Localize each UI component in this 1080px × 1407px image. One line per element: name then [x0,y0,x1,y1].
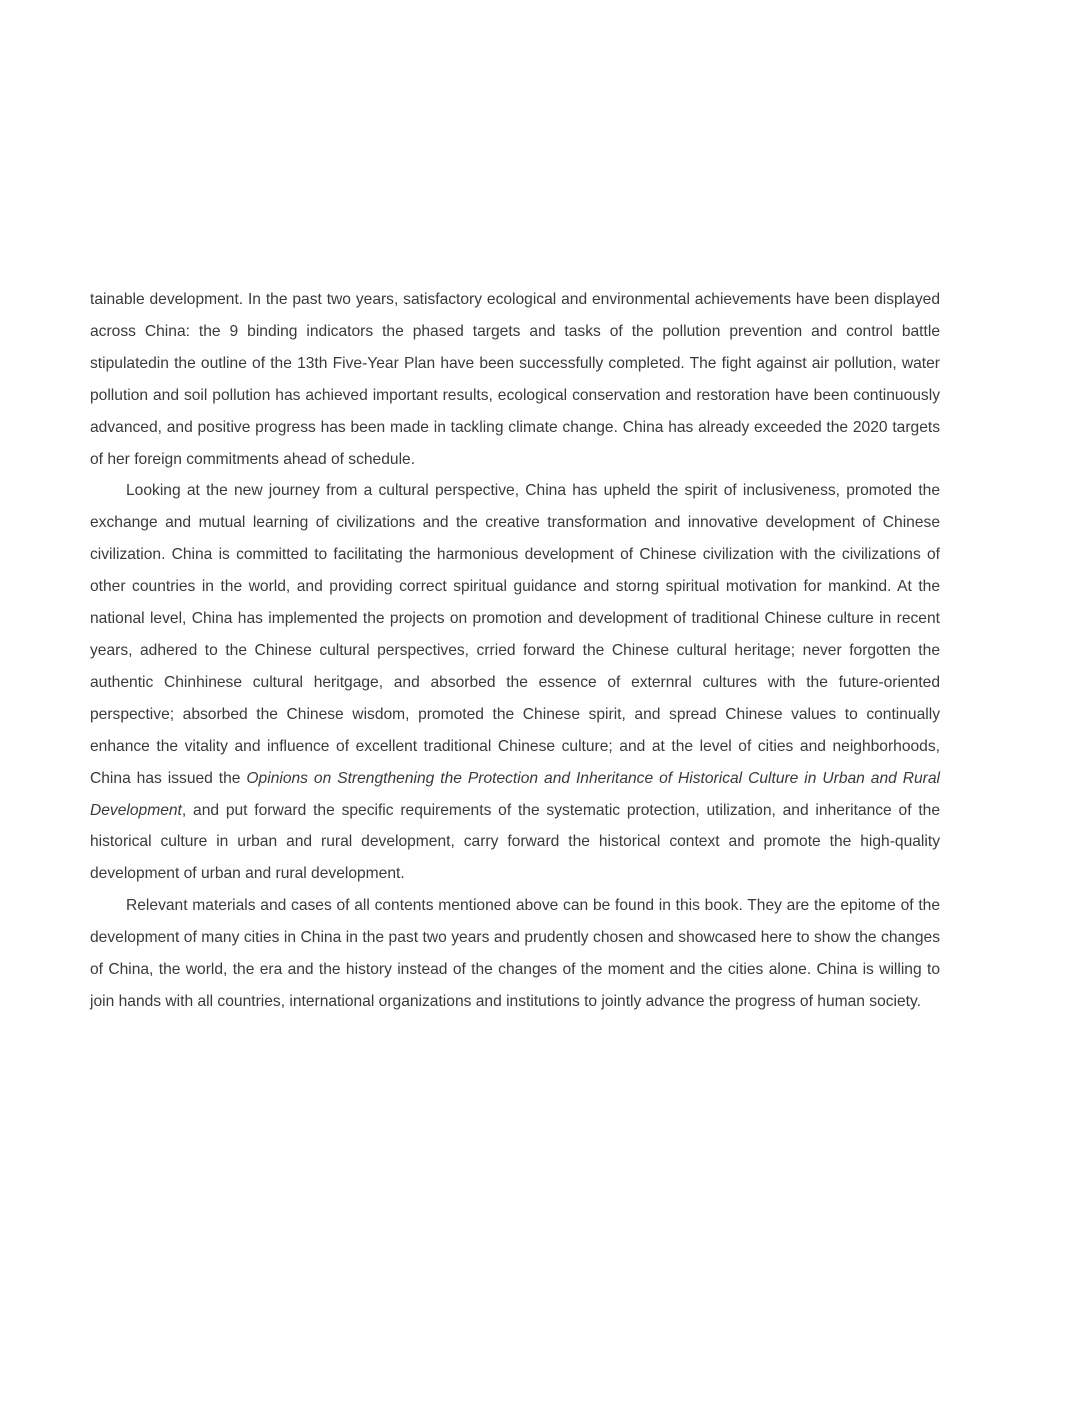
paragraph-cultural-text-start: Looking at the new journey from a cultural perspective, China has upheld the spirit of inclusiveness, promoted the exchange and mutual learning of civilizations and the creative transformation and innovative development of Chinese civilization. China is committed to facilitating the harmonious development of Chinese civilization with the civilizations of other countries in the world, and providing correct spiritual guidance and storng spiritual motivation for mankind. At the national level, China has implemented the projects on promotion and development of traditional Chinese culture in recent years, adhered to the Chinese cultural perspectives, crried forward the Chinese cultural heritage; never forgotten the authentic Chinhinese cultural heritgage, and absorbed the essence of externral cultures with the future-oriented perspective; absorbed the Chinese wisdom, promoted the Chinese spirit, and spread Chinese values to continually enhance the vitality and influence of excellent traditional Chinese culture; and at the level of cities and neighborhoods, China has issued the [90,482,940,787]
paragraph-ecological-achievements: tainable development. In the past two years, satisfactory ecological and environmental achievements have been displayed across China: the 9 binding indicators the phased targets and tasks of the pollution prevention and control battle stipulatedin the outline of the 13th Five-Year Plan have been successfully completed. The fight against air pollution, water pollution and soil pollution has achieved important results, ecological conservation and restoration have been continuously advanced, and positive progress has been made in tackling climate change. China has already exceeded the 2020 targets of her foreign commitments ahead of schedule. [90,291,940,468]
body-text [90,284,940,1018]
paragraph-cultural-perspective [90,475,940,890]
paragraph-book-summary: Relevant materials and cases of all contents mentioned above can be found in this book. They are the epitome of the development of many cities in China in the past two years and prudently chosen and showcased here to show the changes of China, the world, the era and the history instead of the changes of the moment and the cities alone. China is willing to join hands with all countries, international organizations and institutions to jointly advance the progress of human society. [90,897,940,1010]
italic-document-title: Opinions on Strengthening the Protection and Inheritance of Historical Culture in Urban and Rural Development [90,769,941,819]
paragraph-cultural-text-end: , and put forward the specific requirements of the systematic protection, utilization, and inheritance of the historical culture in urban and rural development, carry forward the historical context and promote the high-quality development of urban and rural development. [90,801,940,883]
